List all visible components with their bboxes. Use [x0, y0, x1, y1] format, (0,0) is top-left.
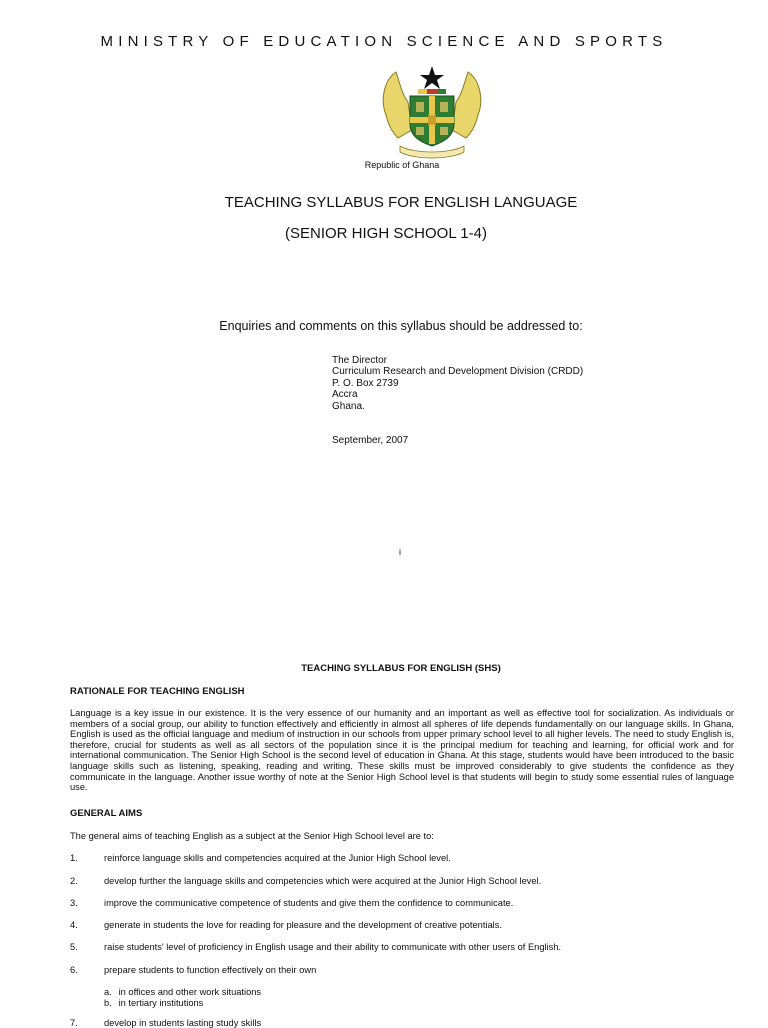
list-text: prepare students to function effectively on their own — [104, 965, 317, 975]
sub-list — [104, 987, 261, 1009]
sub-list-letter: b. — [104, 998, 112, 1008]
list-number: 4. — [70, 920, 78, 930]
list-number: 2. — [70, 876, 78, 886]
aims-intro: The general aims of teaching English as a subject at the Senior High School level are to: — [70, 831, 434, 841]
list-number: 1. — [70, 853, 78, 863]
document-title: TEACHING SYLLABUS FOR ENGLISH LANGUAGE — [224, 194, 578, 211]
sub-list-item — [104, 987, 261, 998]
list-text: generate in students the love for reading for pleasure and the development of creative potentials. — [104, 920, 502, 930]
address-line: The Director — [332, 355, 388, 366]
page-number: i — [399, 547, 401, 557]
sub-list-text: in offices and other work situations — [118, 987, 262, 997]
crest-caption: Republic of Ghana — [364, 160, 440, 170]
list-number: 6. — [70, 965, 78, 975]
address-line: Curriculum Research and Development Division (CRDD) — [332, 366, 584, 378]
publication-date: September, 2007 — [332, 435, 409, 446]
address-block — [332, 355, 583, 412]
sub-list-item — [104, 998, 261, 1009]
address-line: P. O. Box 2739 — [332, 377, 399, 389]
list-text: develop further the language skills and competencies which were acquired at the Junior High School level. — [104, 876, 542, 886]
list-number: 7. — [70, 1018, 78, 1028]
ministry-heading: MINISTRY OF EDUCATION SCIENCE AND SPORTS — [100, 33, 668, 50]
page2-title: TEACHING SYLLABUS FOR ENGLISH (SHS) — [301, 663, 501, 674]
rationale-heading: RATIONALE FOR TEACHING ENGLISH — [70, 686, 245, 697]
enquiries-text: Enquiries and comments on this syllabus should be addressed to: — [219, 319, 583, 333]
list-number: 5. — [70, 942, 78, 952]
ghana-coat-of-arms — [378, 60, 486, 160]
list-text: reinforce language skills and competencies acquired at the Junior High School level. — [104, 853, 451, 863]
address-line: Accra — [332, 389, 358, 401]
document-subtitle: (SENIOR HIGH SCHOOL 1-4) — [285, 225, 487, 242]
sub-list-letter: a. — [104, 987, 112, 997]
sub-list-text: in tertiary institutions — [118, 998, 204, 1008]
rationale-paragraph: Language is a key issue in our existence. It is the very essence of our humanity and an important as well as effective tool for socialization. As individuals or members of a social group, our ability to function effectively and efficiently in almost all spheres of life depends fundamentally on our language skills. In Ghana, English is used as the official language and medium of instruction in our schools from upper primary school level to all higher levels. The need to study English is, therefore, crucial for students as well as all sectors of the population since it is the principal medium for teaching and learning, for official work and for international communication. The Senior High School is the second level of education in Ghana. At this stage, students would have been introduced to the basic language skills such as listening, speaking, reading and writing. These skills must be improved considerably to give students the confidence as they communicate in the language. Another issue worthy of note at the Senior High School level is that students will begin to study some essential rules of language use. — [70, 708, 734, 793]
list-text: develop in students lasting study skills — [104, 1018, 262, 1028]
general-aims-heading: GENERAL AIMS — [70, 808, 143, 819]
list-number: 3. — [70, 898, 78, 908]
address-line: Ghana. — [332, 400, 365, 412]
list-text: improve the communicative competence of students and give them the confidence to communicate. — [104, 898, 514, 908]
list-text: raise students' level of proficiency in English usage and their ability to communicate with other users of English. — [104, 942, 562, 952]
